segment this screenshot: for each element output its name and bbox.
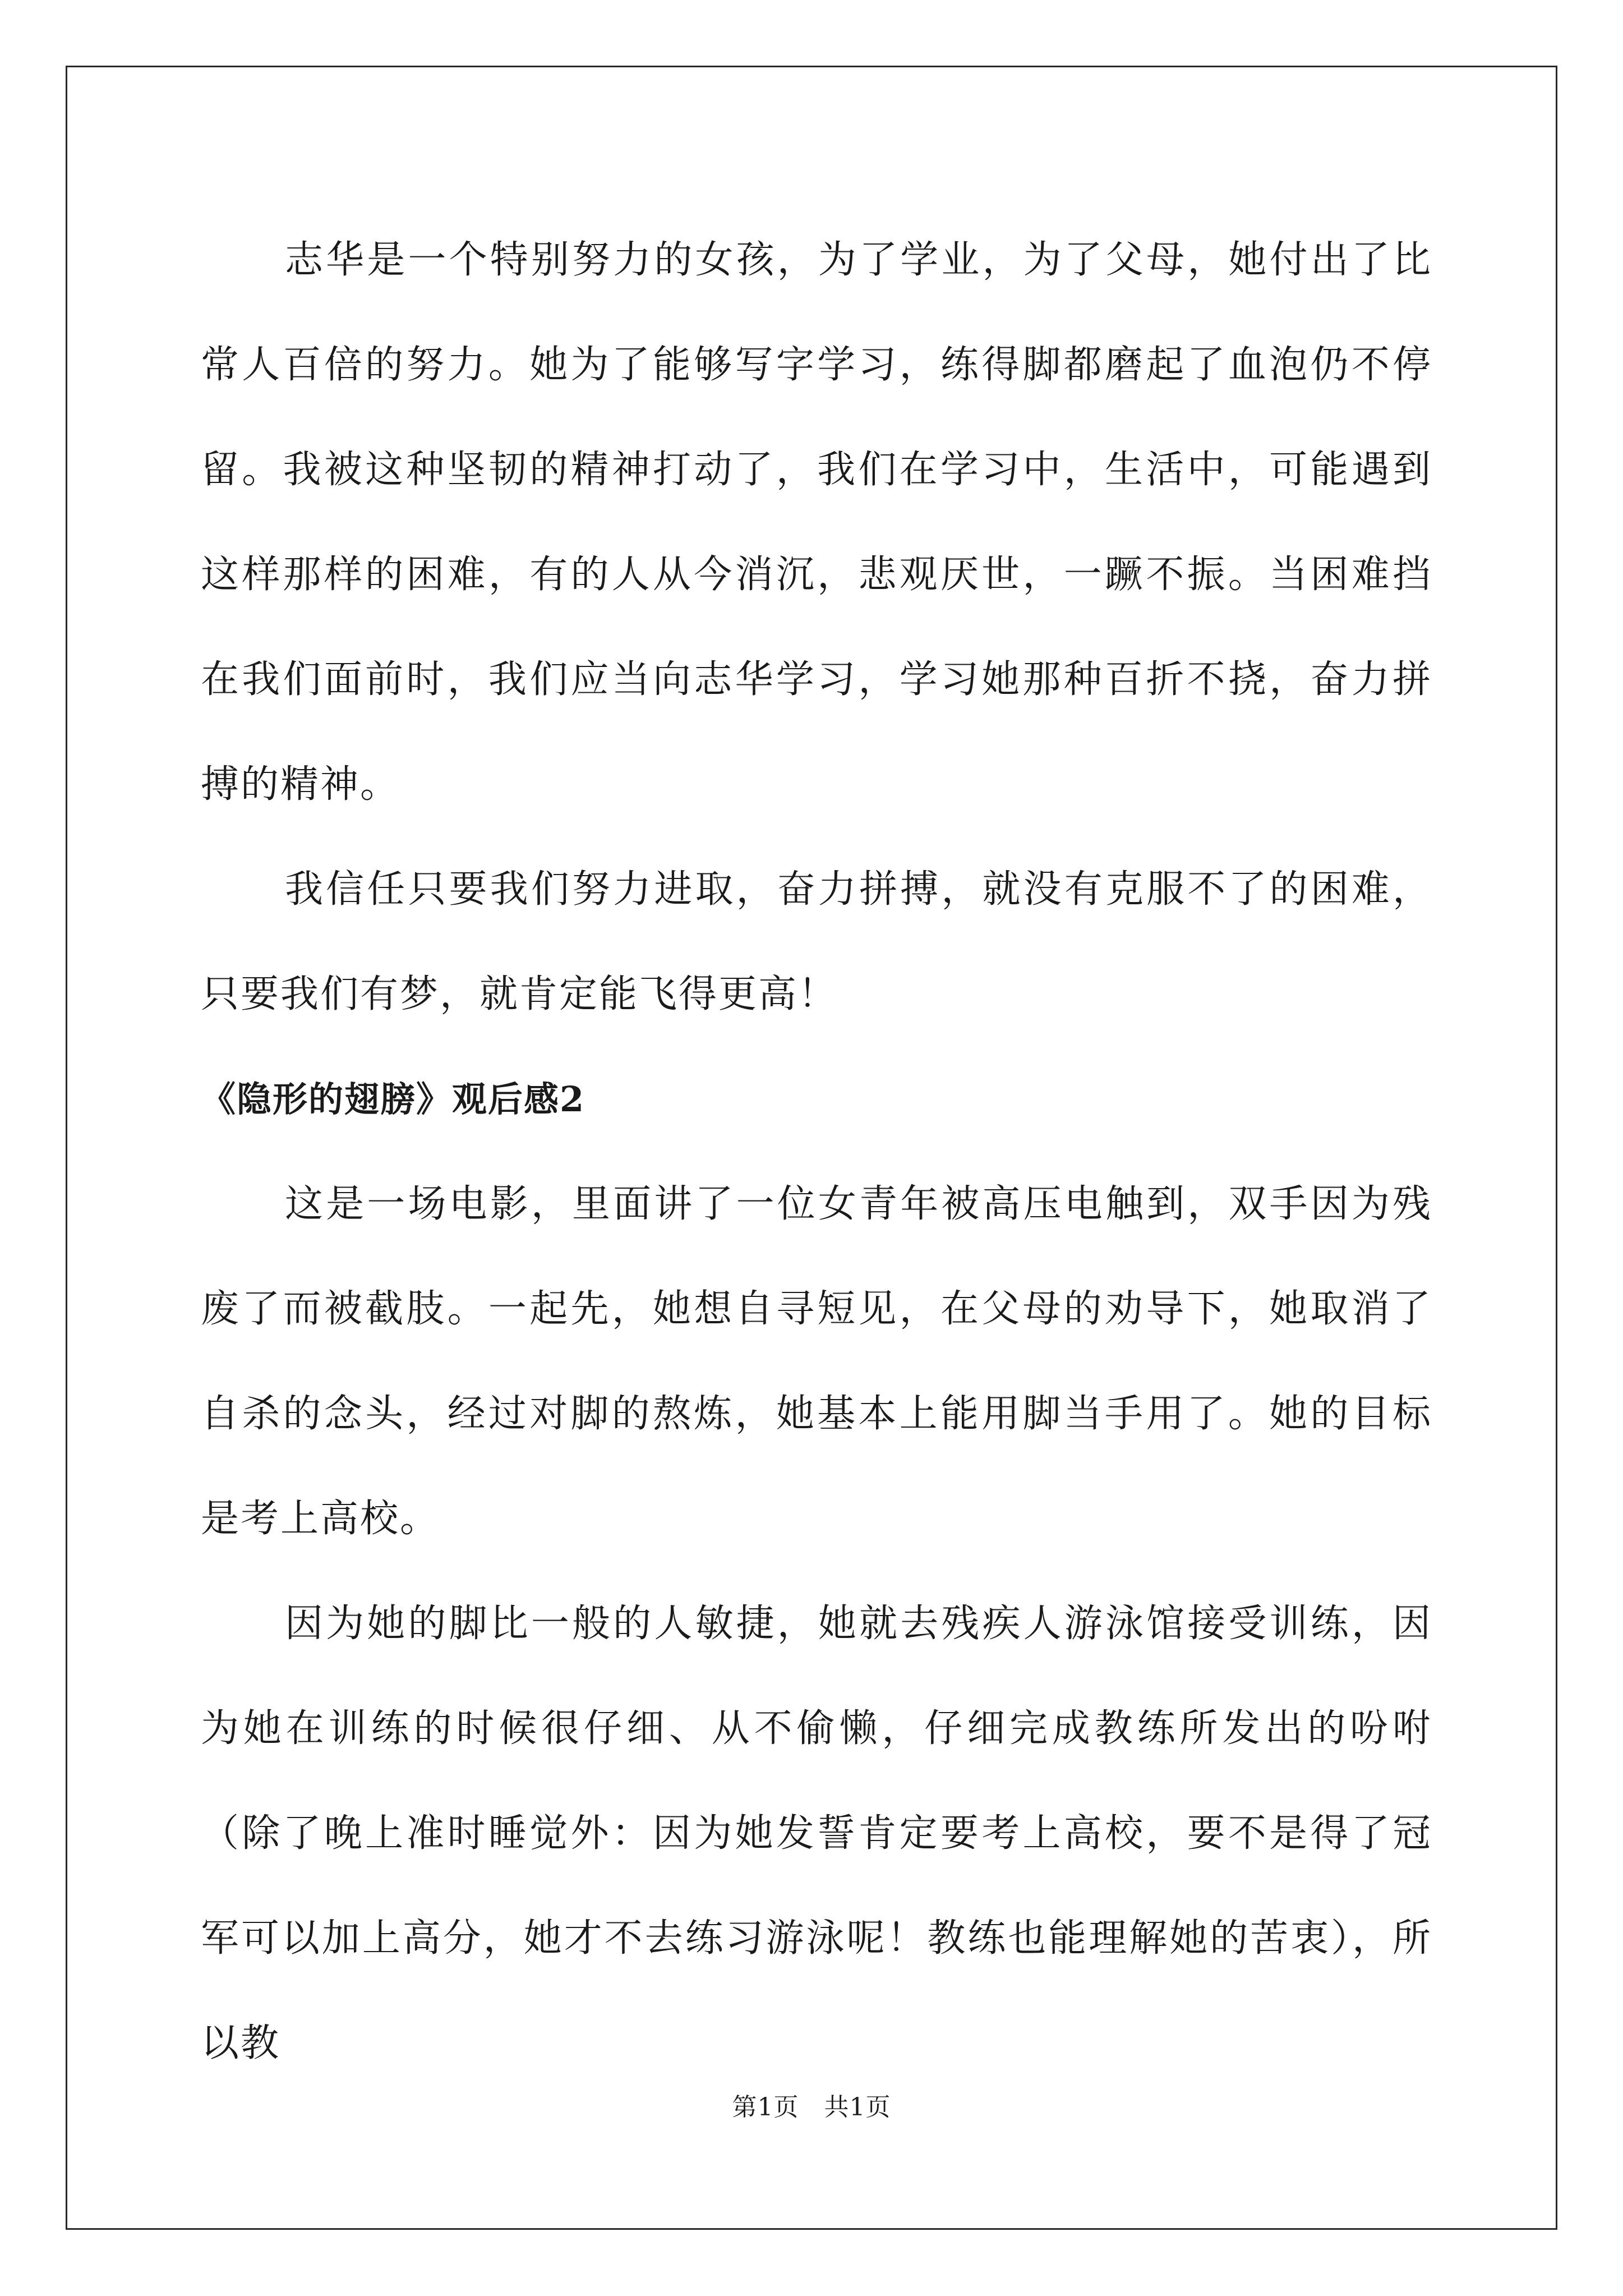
paragraph: 我信任只要我们努力进取，奋力拼搏，就没有克服不了的困难，只要我们有梦，就肯定能飞得更高！ — [201, 867, 1432, 1016]
paragraph: 志华是一个特别努力的女孩，为了学业，为了父母，她付出了比常人百倍的努力。她为了能够写字学习，练得脚都磨起了血泡仍不停留。我被这种坚韧的精神打动了，我们在学习中，生活中，可能遇到这样那样的困难，有的人从今消沉，悲观厌世，一蹶不振。当困难挡在我们面前时，我们应当向志华学习，学习她那种百折不挠，奋力拼搏的精神。 — [201, 238, 1432, 807]
document-body — [201, 208, 1432, 2096]
page-footer: 第1页 共1页 — [732, 2093, 891, 2122]
section-heading: 《隐形的翅膀》观后感2 — [201, 1079, 585, 1120]
paragraph: 这是一场电影，里面讲了一位女青年被高压电触到，双手因为残废了而被截肢。一起先，她想自寻短见，在父母的劝导下，她取消了自杀的念头，经过对脚的熬炼，她基本上能用脚当手用了。她的目标是考上高校。 — [201, 1182, 1432, 1541]
paragraph: 因为她的脚比一般的人敏捷，她就去残疾人游泳馆接受训练，因为她在训练的时候很仔细、从不偷懒，仔细完成教练所发出的吩咐（除了晚上准时睡觉外：因为她发誓肯定要考上高校，要不是得了冠军可以加上高分，她才不去练习游泳呢！教练也能理解她的苦衷），所以教 — [201, 1602, 1432, 2065]
